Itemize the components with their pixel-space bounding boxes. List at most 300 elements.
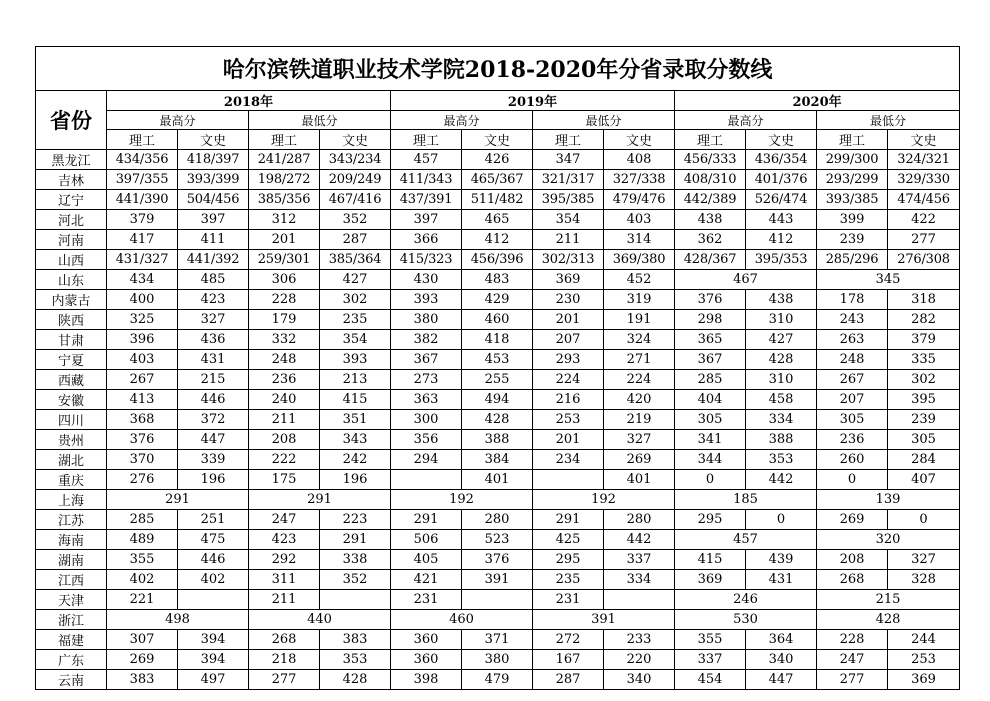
province-name: 山西 [36,250,107,270]
score-cell: 255 [462,370,533,390]
score-cell: 201 [533,310,604,330]
score-cell: 376 [462,550,533,570]
score-cell: 231 [533,590,604,610]
score-cell: 395 [888,390,960,410]
score-cell: 215 [178,370,249,390]
province-name: 贵州 [36,430,107,450]
score-cell: 287 [320,230,391,250]
max-score-header: 最高分 [391,111,533,130]
score-cell: 413 [107,390,178,410]
province-name: 河北 [36,210,107,230]
score-cell: 311 [249,570,320,590]
arts-header: 文史 [178,130,249,150]
score-cell: 236 [817,430,888,450]
score-cell: 179 [249,310,320,330]
score-cell: 397 [178,210,249,230]
score-cell: 259/301 [249,250,320,270]
score-cell: 411/343 [391,170,462,190]
province-name: 安徽 [36,390,107,410]
score-cell [533,470,604,490]
score-cell: 383 [320,630,391,650]
table-row [36,270,960,290]
score-cell: 335 [888,350,960,370]
score-cell: 222 [249,450,320,470]
table-row [36,370,960,390]
score-cell: 277 [817,670,888,690]
score-cell: 267 [817,370,888,390]
score-cell: 295 [533,550,604,570]
min-score-header: 最低分 [533,111,675,130]
score-cell: 240 [249,390,320,410]
score-cell: 422 [888,210,960,230]
score-cell: 260 [817,450,888,470]
score-cell: 408/310 [675,170,746,190]
score-cell: 293 [533,350,604,370]
score-cell: 394 [178,650,249,670]
score-cell: 417 [107,230,178,250]
score-cell: 355 [675,630,746,650]
score-cell: 427 [746,330,817,350]
score-cell: 0 [888,510,960,530]
score-cell: 341 [675,430,746,450]
score-cell: 380 [462,650,533,670]
arts-header: 文史 [462,130,533,150]
table-row [36,670,960,690]
score-cell: 344 [675,450,746,470]
score-cell: 325 [107,310,178,330]
score-cell: 438 [746,290,817,310]
province-name: 黑龙江 [36,150,107,170]
score-cell: 382 [391,330,462,350]
score-cell: 351 [320,410,391,430]
province-name: 湖北 [36,450,107,470]
score-cell: 420 [604,390,675,410]
score-cell: 263 [817,330,888,350]
score-cell [604,590,675,610]
table-row [36,570,960,590]
score-cell: 276/308 [888,250,960,270]
score-cell: 401 [604,470,675,490]
score-cell: 467/416 [320,190,391,210]
score-cell: 442 [604,530,675,550]
score-cell: 339 [178,450,249,470]
score-cell: 302 [320,290,391,310]
score-cell: 293/299 [817,170,888,190]
score-cell: 391 [533,610,675,630]
score-cell: 506 [391,530,462,550]
min-score-header: 最低分 [817,111,960,130]
province-name: 山东 [36,270,107,290]
score-cell: 208 [817,550,888,570]
score-cell: 291 [320,530,391,550]
score-cell: 220 [604,650,675,670]
score-cell: 235 [533,570,604,590]
score-cell: 454 [675,670,746,690]
year-header-2019: 2019年 [391,91,675,111]
score-cell: 457 [391,150,462,170]
score-cell: 421 [391,570,462,590]
score-cell: 224 [604,370,675,390]
score-cell: 412 [462,230,533,250]
score-cell: 196 [178,470,249,490]
score-cell: 428 [746,350,817,370]
score-cell [462,590,533,610]
province-column-header: 省份 [36,91,107,150]
score-cell: 247 [817,650,888,670]
score-cell: 460 [391,610,533,630]
province-name: 海南 [36,530,107,550]
score-cell: 207 [817,390,888,410]
province-name: 上海 [36,490,107,510]
score-cell: 236 [249,370,320,390]
score-cell: 511/482 [462,190,533,210]
max-score-header: 最高分 [675,111,817,130]
province-name: 福建 [36,630,107,650]
score-cell: 368 [107,410,178,430]
science-header: 理工 [817,130,888,150]
science-header: 理工 [533,130,604,150]
score-cell: 247 [249,510,320,530]
score-cell: 388 [746,430,817,450]
score-cell: 465 [462,210,533,230]
score-cell: 465/367 [462,170,533,190]
score-cell: 298 [675,310,746,330]
province-name: 湖南 [36,550,107,570]
table-row [36,530,960,550]
score-cell: 363 [391,390,462,410]
score-cell: 360 [391,650,462,670]
score-cell: 443 [746,210,817,230]
score-cell: 401/376 [746,170,817,190]
score-cell: 216 [533,390,604,410]
table-row [36,590,960,610]
score-cell: 431/327 [107,250,178,270]
score-cell: 530 [675,610,817,630]
score-cell: 224 [533,370,604,390]
score-cell: 385/364 [320,250,391,270]
score-cell: 367 [391,350,462,370]
score-cell: 474/456 [888,190,960,210]
science-header: 理工 [675,130,746,150]
score-cell: 248 [249,350,320,370]
score-cell: 369 [675,570,746,590]
score-cell: 191 [604,310,675,330]
score-cell: 523 [462,530,533,550]
score-cell: 320 [817,530,960,550]
score-table-container [35,46,959,690]
score-cell: 310 [746,310,817,330]
score-cell: 360 [391,630,462,650]
province-name: 江西 [36,570,107,590]
score-cell: 397 [391,210,462,230]
score-cell: 352 [320,570,391,590]
score-cell: 403 [604,210,675,230]
score-cell: 314 [604,230,675,250]
score-cell: 192 [533,490,675,510]
score-cell: 284 [888,450,960,470]
score-cell: 196 [320,470,391,490]
score-cell: 393 [391,290,462,310]
score-cell [178,590,249,610]
score-cell: 442/389 [675,190,746,210]
score-cell: 428/367 [675,250,746,270]
score-cell: 526/474 [746,190,817,210]
score-cell: 400 [107,290,178,310]
score-cell: 395/385 [533,190,604,210]
score-cell: 306 [249,270,320,290]
score-cell: 319 [604,290,675,310]
score-cell: 467 [675,270,817,290]
score-cell: 305 [675,410,746,430]
score-cell: 415 [675,550,746,570]
score-cell: 460 [462,310,533,330]
table-row [36,410,960,430]
score-cell: 192 [391,490,533,510]
score-cell: 418/397 [178,150,249,170]
province-name: 江苏 [36,510,107,530]
score-cell: 457 [675,530,817,550]
score-cell: 364 [746,630,817,650]
score-cell: 354 [320,330,391,350]
score-cell: 436 [178,330,249,350]
score-cell: 415/323 [391,250,462,270]
score-cell: 277 [888,230,960,250]
score-cell: 239 [817,230,888,250]
score-cell: 324/321 [888,150,960,170]
province-name: 陕西 [36,310,107,330]
score-cell: 272 [533,630,604,650]
score-cell: 380 [391,310,462,330]
score-cell: 425 [533,530,604,550]
science-header: 理工 [391,130,462,150]
score-cell: 412 [746,230,817,250]
province-name: 天津 [36,590,107,610]
score-cell: 271 [604,350,675,370]
score-cell: 376 [675,290,746,310]
score-cell: 402 [178,570,249,590]
score-cell: 276 [107,470,178,490]
score-cell: 219 [604,410,675,430]
score-cell: 300 [391,410,462,430]
score-cell: 428 [462,410,533,430]
score-cell: 235 [320,310,391,330]
table-row [36,650,960,670]
score-cell: 456/333 [675,150,746,170]
science-header: 理工 [249,130,320,150]
score-cell: 352 [320,210,391,230]
score-cell: 280 [604,510,675,530]
score-cell: 371 [462,630,533,650]
score-cell: 291 [533,510,604,530]
score-cell: 253 [533,410,604,430]
score-cell: 267 [107,370,178,390]
score-cell: 241/287 [249,150,320,170]
score-cell: 233 [604,630,675,650]
score-cell: 139 [817,490,960,510]
score-cell: 431 [178,350,249,370]
province-name: 甘肃 [36,330,107,350]
score-cell: 268 [249,630,320,650]
score-cell: 340 [604,670,675,690]
score-cell: 379 [888,330,960,350]
score-cell: 291 [249,490,391,510]
province-name: 宁夏 [36,350,107,370]
score-cell [320,590,391,610]
score-cell: 302/313 [533,250,604,270]
score-cell: 434 [107,270,178,290]
score-cell: 402 [107,570,178,590]
score-cell: 305 [888,430,960,450]
score-cell: 369 [533,270,604,290]
score-cell: 269 [817,510,888,530]
year-header-2018: 2018年 [107,91,391,111]
score-cell: 384 [462,450,533,470]
score-cell: 0 [746,510,817,530]
score-cell: 504/456 [178,190,249,210]
score-cell: 441/390 [107,190,178,210]
score-cell: 479/476 [604,190,675,210]
table-row [36,470,960,490]
table-row [36,490,960,510]
score-cell: 441/392 [178,250,249,270]
score-cell: 287 [533,670,604,690]
score-cell: 337 [675,650,746,670]
province-name: 浙江 [36,610,107,630]
province-name: 云南 [36,670,107,690]
score-cell: 337 [604,550,675,570]
score-cell: 370 [107,450,178,470]
score-cell: 211 [249,590,320,610]
score-cell: 334 [604,570,675,590]
table-row [36,630,960,650]
score-cell: 426 [462,150,533,170]
score-cell: 345 [817,270,960,290]
score-cell: 282 [888,310,960,330]
table-row [36,550,960,570]
score-cell: 430 [391,270,462,290]
score-cell: 242 [320,450,391,470]
score-cell: 209/249 [320,170,391,190]
province-name: 吉林 [36,170,107,190]
score-cell: 285 [107,510,178,530]
score-cell: 334 [746,410,817,430]
table-row [36,610,960,630]
score-cell: 329/330 [888,170,960,190]
score-cell: 221 [107,590,178,610]
score-cell: 439 [746,550,817,570]
score-cell: 312 [249,210,320,230]
score-cell: 365 [675,330,746,350]
score-cell: 327/338 [604,170,675,190]
min-score-header: 最低分 [249,111,391,130]
score-cell: 483 [462,270,533,290]
score-cell: 230 [533,290,604,310]
score-cell: 497 [178,670,249,690]
score-cell: 393/385 [817,190,888,210]
score-cell: 292 [249,550,320,570]
score-cell: 324 [604,330,675,350]
score-cell: 207 [533,330,604,350]
score-cell: 280 [462,510,533,530]
score-cell: 395/353 [746,250,817,270]
score-cell: 423 [249,530,320,550]
score-cell: 246 [675,590,817,610]
score-cell: 437/391 [391,190,462,210]
score-cell: 396 [107,330,178,350]
score-cell: 291 [107,490,249,510]
score-cell: 388 [462,430,533,450]
province-name: 辽宁 [36,190,107,210]
table-row [36,230,960,250]
score-cell: 428 [817,610,960,630]
table-row [36,330,960,350]
table-row [36,190,960,210]
science-header: 理工 [107,130,178,150]
table-row [36,150,960,170]
score-cell: 393/399 [178,170,249,190]
score-cell: 295 [675,510,746,530]
score-cell: 201 [533,430,604,450]
score-cell: 208 [249,430,320,450]
score-cell: 251 [178,510,249,530]
score-cell: 0 [817,470,888,490]
score-cell: 355 [107,550,178,570]
score-cell: 427 [320,270,391,290]
score-cell: 211 [533,230,604,250]
score-cell: 269 [604,450,675,470]
score-cell: 211 [249,410,320,430]
score-cell: 353 [320,650,391,670]
score-cell: 442 [746,470,817,490]
score-cell: 429 [462,290,533,310]
score-cell: 489 [107,530,178,550]
score-cell: 356 [391,430,462,450]
score-cell: 332 [249,330,320,350]
score-cell: 399 [817,210,888,230]
score-cell: 294 [391,450,462,470]
score-cell: 201 [249,230,320,250]
score-cell: 340 [746,650,817,670]
table-body [36,150,960,690]
score-cell: 239 [888,410,960,430]
table-row [36,170,960,190]
score-cell: 327 [178,310,249,330]
score-cell: 372 [178,410,249,430]
province-name: 广东 [36,650,107,670]
score-cell: 431 [746,570,817,590]
table-row [36,390,960,410]
score-cell: 338 [320,550,391,570]
score-cell: 369 [888,670,960,690]
score-cell: 354 [533,210,604,230]
score-cell: 302 [888,370,960,390]
score-cell: 401 [462,470,533,490]
score-cell: 418 [462,330,533,350]
province-name: 内蒙古 [36,290,107,310]
score-cell: 0 [675,470,746,490]
score-cell: 379 [107,210,178,230]
score-cell: 398 [391,670,462,690]
score-cell: 228 [817,630,888,650]
score-cell: 362 [675,230,746,250]
score-cell: 385/356 [249,190,320,210]
score-cell: 318 [888,290,960,310]
score-cell: 268 [817,570,888,590]
score-cell: 248 [817,350,888,370]
score-cell: 285 [675,370,746,390]
score-cell: 327 [888,550,960,570]
score-cell: 446 [178,550,249,570]
